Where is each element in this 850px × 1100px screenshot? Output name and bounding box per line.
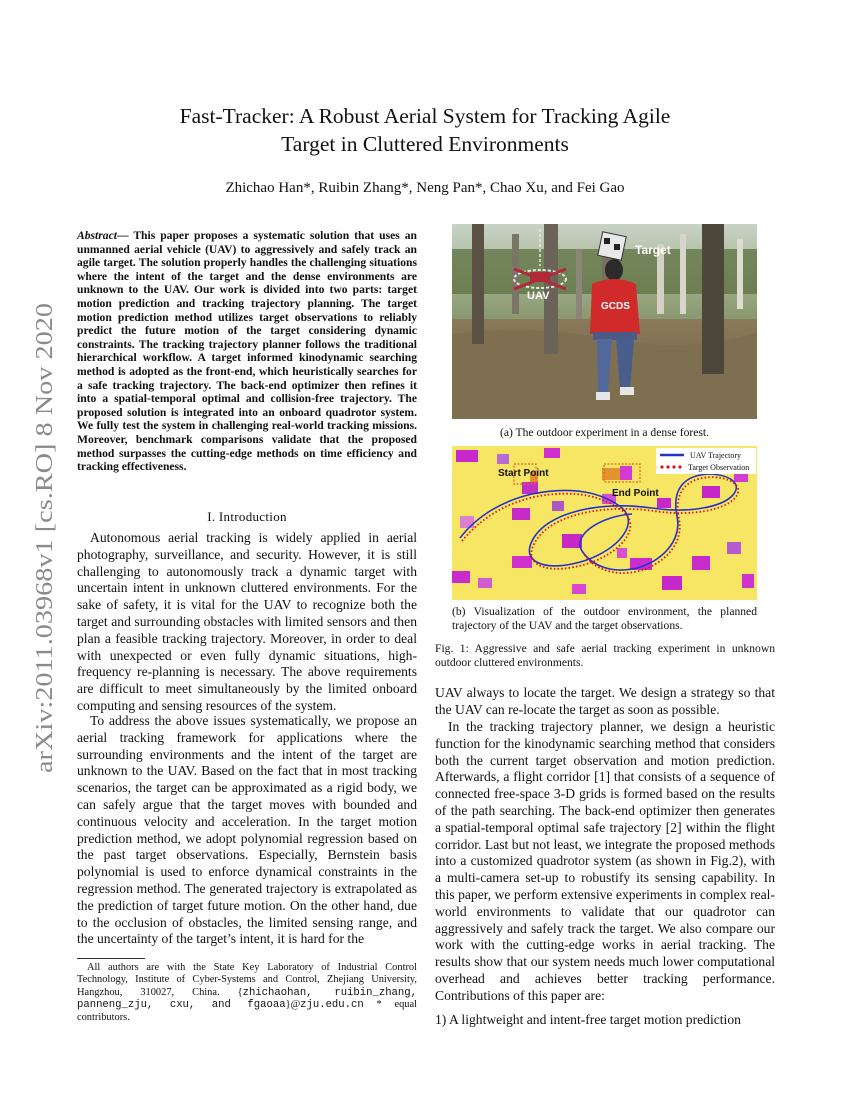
footnote-affiliation: All authors are with the State Key Laboratory of Industrial Control Technology, Institute of Cyber-Systems and Control, Zhejiang University, Hangzhou, 310027, China. { (77, 962, 417, 998)
abstract (77, 229, 417, 474)
footnote-emails: zhichaohan, ruibin_zhang, panneng_zju, cxu, and fgaoaa (77, 986, 417, 1012)
uav-label: UAV (527, 290, 550, 302)
arxiv-identifier (8, 295, 66, 795)
abstract-label: Abstract (77, 229, 117, 242)
legend-uav-trajectory: UAV Trajectory (690, 451, 742, 460)
section-heading: I. Introduction (207, 509, 287, 524)
contribution-item-1: 1) A lightweight and intent-free target motion prediction (435, 1012, 741, 1027)
author-list: Zhichao Han*, Ruibin Zhang*, Neng Pan*, Chao Xu, and Fei Gao (225, 180, 625, 196)
target-label: Target (635, 243, 671, 257)
abstract-text: This paper proposes a systematic solution that uses an unmanned aerial vehicle (UAV) to aggressively and safely track an agile target. The solution properly handles the challenging situations where the intent of the target and the dense environments are unknown to the UAV. Our work is divided into two parts: target motion prediction and tracking trajectory planning. The target motion prediction method utilizes target observations to reliably predict the future motion of the target considering dynamic constraints. The tracking trajectory planner follows the traditional hierarchical workflow. A target informed kinodynamic searching method is adopted as the front-end, which heuristically searches for a safe tracking trajectory. The back-end optimizer then refines it into a spatial-temporal optimal and collision-free trajectory. The proposed solution is integrated into an onboard quadrotor system. We fully test the system in challenging real-world tracking missions. Moreover, benchmark comparisons validate that the proposed method surpasses the cutting-edge methods on time efficiency and tracking effectiveness. (77, 229, 417, 474)
end-point-label: End Point (612, 488, 659, 499)
shirt-print: GCDS (601, 301, 630, 312)
caption-a: (a) The outdoor experiment in a dense forest. (499, 426, 710, 439)
caption-b: (b) Visualization of the outdoor environment, the planned trajectory of the UAV and the target observations. (452, 605, 757, 632)
arxiv-id-text: arXiv:2011.03968v1 [cs.RO] 8 Nov 2020 (32, 373, 58, 773)
map-legend (656, 448, 756, 474)
abstract-dash: — (116, 229, 134, 242)
intro-paragraph-3: UAV always to locate the target. We design a strategy so that the UAV can re-locate the target as soon as possible. (435, 685, 775, 717)
forest-photo (452, 224, 757, 419)
start-point-label: Start Point (498, 468, 549, 479)
title-line-1: Fast-Tracker: A Robust Aerial System for Tracking Agile (179, 104, 671, 128)
footnote-brace: }@ (285, 999, 301, 1011)
legend-target-observation: Target Observation (688, 463, 750, 472)
title-line-2: Target in Cluttered Environments (281, 132, 569, 156)
intro-paragraph-2: To address the above issues systematically, we propose an aerial tracking framework for applications where the surrounding environments and the intent of the target are unknown to the UAV. Based on the fact that in most tracking scenarios, the target can be approximated as a rigid body, we can safely argue that the target moves with bounded and continuous velocity and acceleration. In the target motion prediction method, we adopt polynomial regression based on the past target observations. Especially, Bernstein basis polynomial is used to enforce dynamical constraints in the regression method. The generated trajectory is extrapolated as the prediction of target future motion. On the other hand, due to the occlusion of obstacles, the limited sensing range, and the uncertainty of the target’s intent, it is hard for the (77, 713, 417, 947)
footnote (77, 962, 417, 1024)
intro-paragraph-1: Autonomous aerial tracking is widely applied in aerial photography, surveillance, and security. However, it is still challenging to autonomously track a dynamic target with uncertain intent in unknown cluttered environments. For the sake of safety, it is vital for the UAV to recognize both the target and surrounding obstacles with limited sensors and then plan a feasible tracking trajectory. Moreover, in order to deal with unexpected or even fully dynamic situations, high-frequency re-planning is necessary. The above requirements are difficult to meet simultaneously by the limited onboard computing and sensing resources of the system. (77, 530, 417, 713)
figure-caption: Fig. 1: Aggressive and safe aerial tracking experiment in unknown outdoor cluttered environments. (435, 642, 775, 669)
footnote-domain: zju.edu.cn (300, 999, 364, 1012)
intro-paragraph-4: In the tracking trajectory planner, we design a heuristic function for the kinodynamic searching method that considers both the current target observation and motion prediction. Afterwards, a flight corridor [1] that consists of a sequence of connected free-space 3-D grids is formed based on the results of the path searching. The back-end optimizer then generates a spatial-temporal optimal safe trajectory [2] within the flight corridor. Last but not least, we integrate the proposed methods into a customized quadrotor system (as shown in Fig.2), with a multi-camera set-up to robustify its sensing capability. In this paper, we perform extensive experiments in complex real-world environments to validate that our quadrotor can aggressively and safely track the target. We also compare our work with the cutting-edge works in aerial tracking. The results show that our system needs much lower computational overhead and achieves better tracking performance. Contributions of this paper are: (435, 719, 775, 1003)
map-visualization (452, 446, 757, 600)
paper-title (110, 102, 740, 158)
footnote-rule (77, 958, 145, 959)
footnote-equal: * equal contributors. (77, 999, 417, 1023)
